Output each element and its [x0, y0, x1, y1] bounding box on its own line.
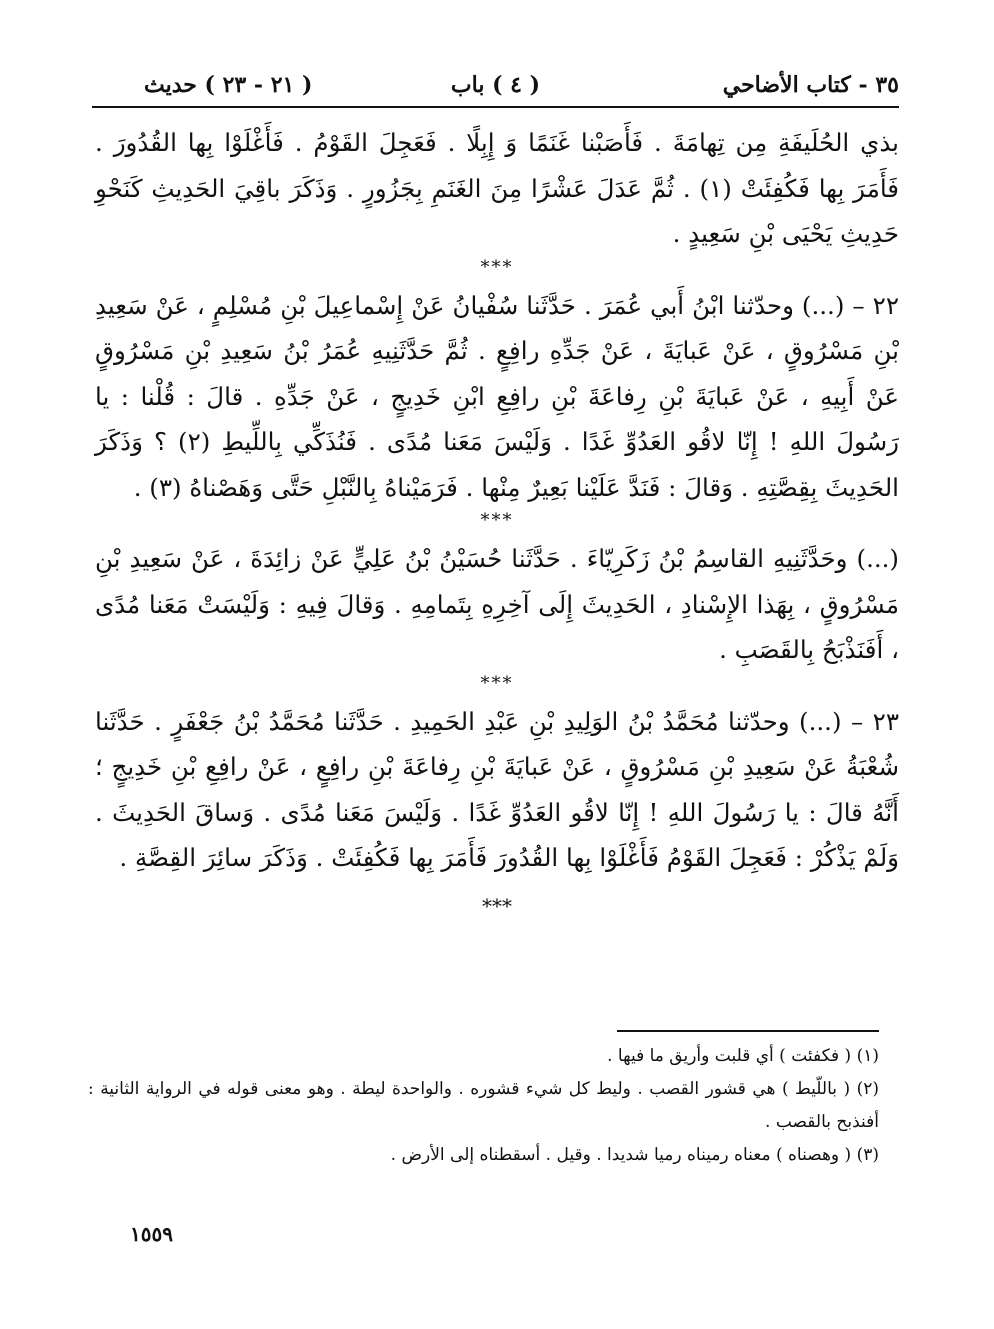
section-separator: ***: [480, 510, 514, 531]
footnote-1: (١) ( فكفئت ) أي قلبت وأريق ما فيها .: [607, 1046, 879, 1066]
footnote-3: (٣) ( وهصناه ) معناه رميناه رميا شديدا . وقيل . أسقطناه إلى الأرض .: [390, 1145, 879, 1165]
chapter-label: ( ٤ ) باب: [450, 72, 541, 98]
hadith-22: ٢٢ – (...) وحدّثنا ابْنُ أَبي عُمَرَ . حَدَّثَنا سُفْيانُ عَنْ إِسْماعِيلَ بْنِ مُسْلِمٍ ، عَنْ سَعِيدِ بْنِ مَسْرُوقٍ ، عَنْ عَبايَةَ ، عَنْ جَدِّهِ رافِعٍ . ثُمَّ حَدَّثَنِيهِ عُمَرُ بْنُ سَعِيدِ بْنِ مَسْرُوقٍ عَنْ أَبِيهِ ، عَنْ عَبايَةَ بْنِ رِفاعَةَ بْنِ رافِعِ ابْنِ خَدِيجٍ ، عَنْ جَدِّهِ . قالَ : قُلْنا : يا رَسُولَ اللهِ ! إِنّا لاقُو العَدُوِّ غَدًا . وَلَيْسَ مَعَنا مُدًى . فَنُذَكِّي بِاللِّيطِ (٢) ؟ وَذَكَرَ الحَدِيثَ بِقِصَّتِهِ . وَقالَ : فَنَدَّ عَلَيْنا بَعِيرٌ مِنْها . فَرَمَيْناهُ بِالنَّبْلِ حَتَّى وَهَصْناهُ (٣) .: [95, 290, 900, 502]
footnotes: [88, 1040, 879, 1172]
book-title: ٣٥ - كتاب الأضاحي: [722, 72, 899, 98]
hadith-22-variant: (...) وحَدَّثَنِيهِ القاسِمُ بْنُ زَكَرِيّاءَ . حَدَّثَنا حُسَيْنُ بْنُ عَلِيٍّ عَنْ زائِدَةَ ، عَنْ سَعِيدِ بْنِ مَسْرُوقٍ ، بِهَذا الإِسْنادِ ، الحَدِيثَ إِلَى آخِرِهِ بِتَمامِهِ . وَقالَ فِيهِ : وَلَيْسَتْ مَعَنا مُدًى ، أَفَنَذْبَحُ بِالقَصَبِ .: [95, 544, 899, 664]
section-separator: ***: [480, 256, 514, 278]
hadith-range: ( ٢١ - ٢٣ ) حديث: [144, 72, 313, 98]
running-header: [92, 66, 899, 108]
footnote-divider: [617, 1030, 879, 1032]
paragraph-continuation: بذي الحُلَيفَةِ مِن تِهامَةَ . فَأَصَبْنا غَنَمًا وَ إِبِلًا . فَعَجِلَ القَوْمُ . فَأَغْلَوْا بِها القُدُورَ . فَأَمَرَ بِها فَكُفِئَتْ (١) . ثُمَّ عَدَلَ عَشْرًا مِنَ الغَنَمِ بِجَزُورٍ . وَذَكَرَ باقِيَ الحَدِيثِ كَنَحْوِ حَدِيثِ يَحْيَى بْنِ سَعِيدٍ .: [95, 128, 899, 248]
end-separator: ***: [482, 893, 512, 918]
hadith-23: ٢٣ – (...) وحدّثنا مُحَمَّدُ بْنُ الوَلِيدِ بْنِ عَبْدِ الحَمِيدِ . حَدَّثَنا مُحَمَّدُ بْنُ جَعْفَرٍ . حَدَّثَنا شُعْبَةُ عَنْ سَعِيدِ بْنِ مَسْرُوقٍ ، عَنْ عَبايَةَ بْنِ رِفاعَةَ بْنِ رافِعٍ ، عَنْ رافِعِ بْنِ خَدِيجٍ ؛ أَنَّهُ قالَ : يا رَسُولَ اللهِ ! إِنّا لاقُو العَدُوِّ غَدًا . وَلَيْسَ مَعَنا مُدًى . وَساقَ الحَدِيثَ . وَلَمْ يَذْكُرْ : فَعَجِلَ القَوْمُ فَأَغْلَوْا بِها القُدُورَ فَأَمَرَ بِها فَكُفِئَتْ . وَذَكَرَ سائِرَ القِصَّةِ .: [95, 706, 899, 872]
page-number: ١٥٥٩: [130, 1222, 173, 1246]
section-separator: ***: [480, 672, 514, 694]
main-text: [95, 120, 899, 917]
footnote-2: (٢) ( باللّيط ) هي قشور القصب . وليط كل شيء قشوره . والواحدة ليطة . وهو معنى قوله في الرواية الثانية : أفنذبح بالقصب .: [88, 1079, 879, 1132]
